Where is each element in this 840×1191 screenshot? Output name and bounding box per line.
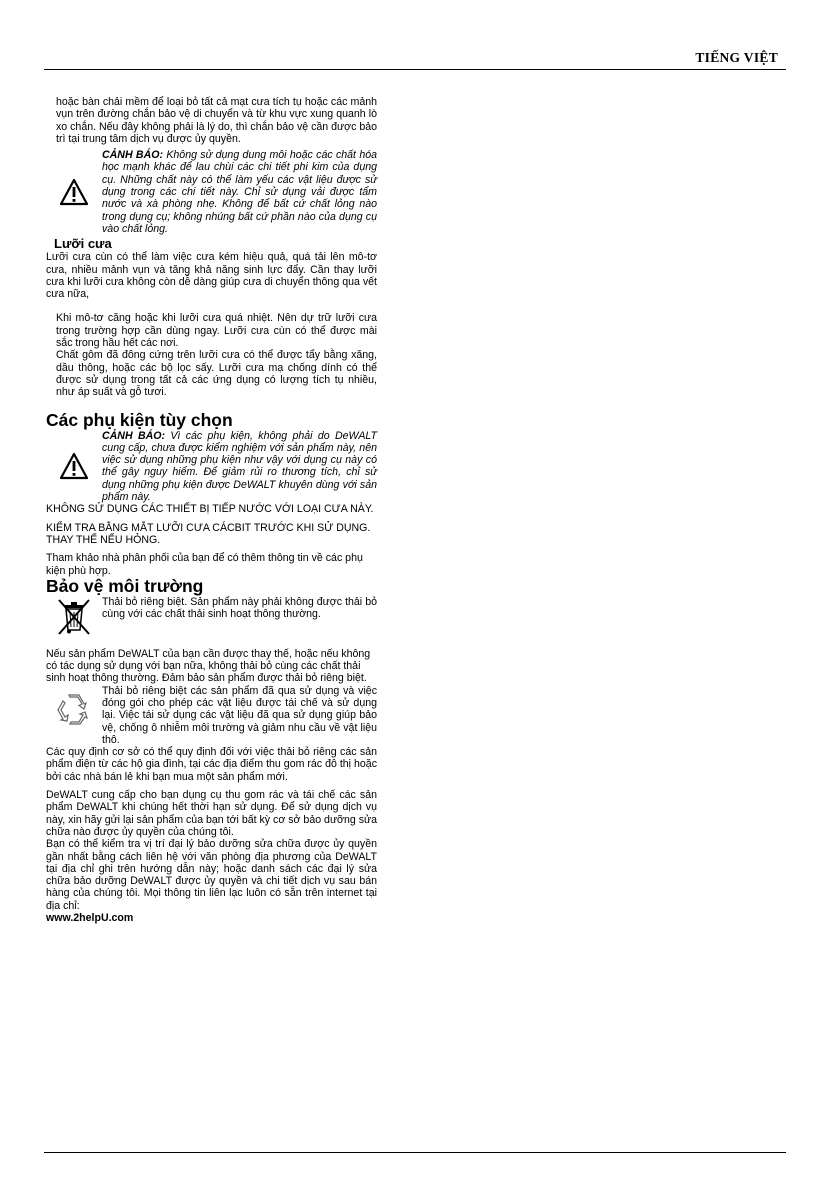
environment-paragraph-1: Nếu sản phẩm DeWALT của bạn cần được thay thế, hoặc nếu không có tác dụng sử dụng với bạn nữa, không thải bỏ cùng các chất thải sinh hoạt thông thường. Đảm bảo sản phẩm được thải bỏ riêng biệt.: [46, 647, 371, 685]
blades-paragraph-2: Khi mô-tơ căng hoặc khi lưỡi cưa quá nhiệt. Nên dự trữ lưỡi cưa trong trường hợp cần dùng ngay. Lưỡi cưa cùn có thể được mài sắc trong hầu hết các nơi.: [56, 312, 377, 350]
warning-text: Không sử dụng dung môi hoặc các chất hóa học mạnh khác để lau chùi các chi tiết phi kim của dụng cụ. Những chất này có thể làm yếu các vật liệu được sử dụng trong các chi tiết này. Chỉ sử dụng vải được tẩm nước và xà phòng nhẹ. Không để bất cứ chất lỏng nào trong dụng cụ; không nhúng bất cứ phần nào của dụng cụ vào chất lỏng.: [102, 149, 377, 235]
crossed-bin-icon: [46, 596, 102, 636]
blades-paragraph-3: Chất gôm đã đông cứng trên lưỡi cưa có thể được tẩy bằng xăng, dầu thông, hoặc các bộ lọc sấy. Lưỡi cưa mạ chống dính có thể được sử dụng trong tất cả các ứng dụng có lượng tích tụ nhiều, như áp suất và gỗ tươi.: [56, 349, 377, 399]
accessories-paragraph-2: KIỂM TRA BẰNG MẮT LƯỠI CƯA CÁCBIT TRƯỚC KHI SỬ DỤNG. THAY THẾ NẾU HỎNG.: [46, 521, 371, 546]
intro-paragraph: hoặc bàn chải mềm để loại bỏ tất cả mạt cưa tích tụ hoặc các mảnh vụn trên đường chắn bảo vệ di chuyển và từ khu vực xung quanh lò xo chắn. Nếu đây không phải là lý do, thì chắn bảo vệ cần được bảo trì tại trung tâm dịch vụ được ủy quyền.: [56, 96, 377, 145]
accessories-paragraph-1: KHÔNG SỬ DỤNG CÁC THIẾT BỊ TIẾP NƯỚC VỚI LOẠI CƯA NÀY.: [46, 503, 374, 516]
warning-label: CẢNH BÁO:: [102, 149, 164, 162]
cleaning-warning: [46, 149, 377, 235]
environment-paragraph-3: DeWALT cung cấp cho bạn dụng cụ thu gom rác và tái chế các sản phẩm DeWALT khi chúng hết thời hạn sử dụng. Để sử dụng dịch vụ này, xin hãy gửi lại sản phẩm của bạn tới bất kỳ cơ sở bảo dưỡng sửa chữa nào được ủy quyền của chúng tôi.: [46, 789, 377, 838]
recycle-icon: [46, 685, 102, 725]
environment-paragraph-4: Bạn có thể kiểm tra vị trí đại lý bảo dưỡng sửa chữa được ủy quyền gần nhất bằng cách liên hệ với văn phòng địa phương của DeWALT tại địa chỉ ghi trên hướng dẫn này; hoặc danh sách các đại lý sửa chữa bảo dưỡng DeWALT được ủy quyền và chi tiết dịch vụ sau bán hàng của chúng tôi. Mọi thông tin liên lạc luôn có sẵn trên internet tại địa chỉ:: [46, 838, 377, 912]
accessories-warning: [46, 430, 377, 504]
service-url-link[interactable]: www.2helpU.com: [46, 912, 134, 925]
environment-heading: Bảo vệ môi trường: [46, 575, 204, 596]
warning-triangle-icon: [46, 178, 102, 206]
header-rule: [44, 69, 786, 70]
recycling-block: [46, 685, 377, 746]
warning-label: CẢNH BÁO:: [102, 429, 166, 442]
warning-triangle-icon: [46, 452, 102, 480]
separate-collection-block: [46, 596, 377, 636]
separate-collection-text: Thải bỏ riêng biệt. Sản phẩm này phải không được thải bỏ cùng với các chất thải sinh hoạt thông thường.: [102, 595, 377, 621]
blades-paragraph-1: Lưỡi cưa cùn có thể làm việc cưa kém hiệu quả, quá tải lên mô-tơ cưa, nhiều mảnh vụn và tăng khả năng sinh lực đẩy. Cần thay lưỡi cưa khi lưỡi cưa không còn dễ dàng giúp cưa di chuyển thông qua vết cưa nữa,: [46, 251, 377, 301]
accessories-heading: Các phụ kiện tùy chọn: [46, 409, 233, 430]
warning-text: Vì các phụ kiện, không phải do DeWALT cung cấp, chưa được kiểm nghiệm với sản phẩm này, nên việc sử dụng những phụ kiện như vậy với dụng cụ này có thể gây nguy hiểm. Để giảm rủi ro thương tích, chỉ sử dụng những phụ kiện được DeWALT khuyên dùng với sản phẩm này.: [102, 429, 377, 504]
main-column: [46, 96, 377, 924]
recycling-text: Thải bỏ riêng biệt các sản phẩm đã qua sử dụng và việc đóng gói cho phép các vật liệu được tái chế và sử dụng lại. Việc tái sử dụng các vật liệu đã qua sử dụng giúp bảo vệ, chống ô nhiễm môi trường và giảm nhu cầu về vật liệu thô.: [102, 684, 377, 746]
page-section-title: TIẾNG VIỆT: [695, 50, 778, 65]
blades-heading: Lưỡi cưa: [54, 236, 112, 252]
footer-rule: [44, 1152, 786, 1153]
environment-paragraph-2: Các quy định cơ sở có thể quy định đối với việc thải bỏ riêng các sản phẩm điện từ các hộ gia đình, tại các địa điểm thu gom rác đô thị hoặc bởi các nhà bán lẻ khi bạn mua một sản phẩm mới.: [46, 746, 377, 783]
accessories-paragraph-3: Tham khảo nhà phân phối của bạn để có thêm thông tin về các phụ kiện phù hợp.: [46, 552, 363, 577]
